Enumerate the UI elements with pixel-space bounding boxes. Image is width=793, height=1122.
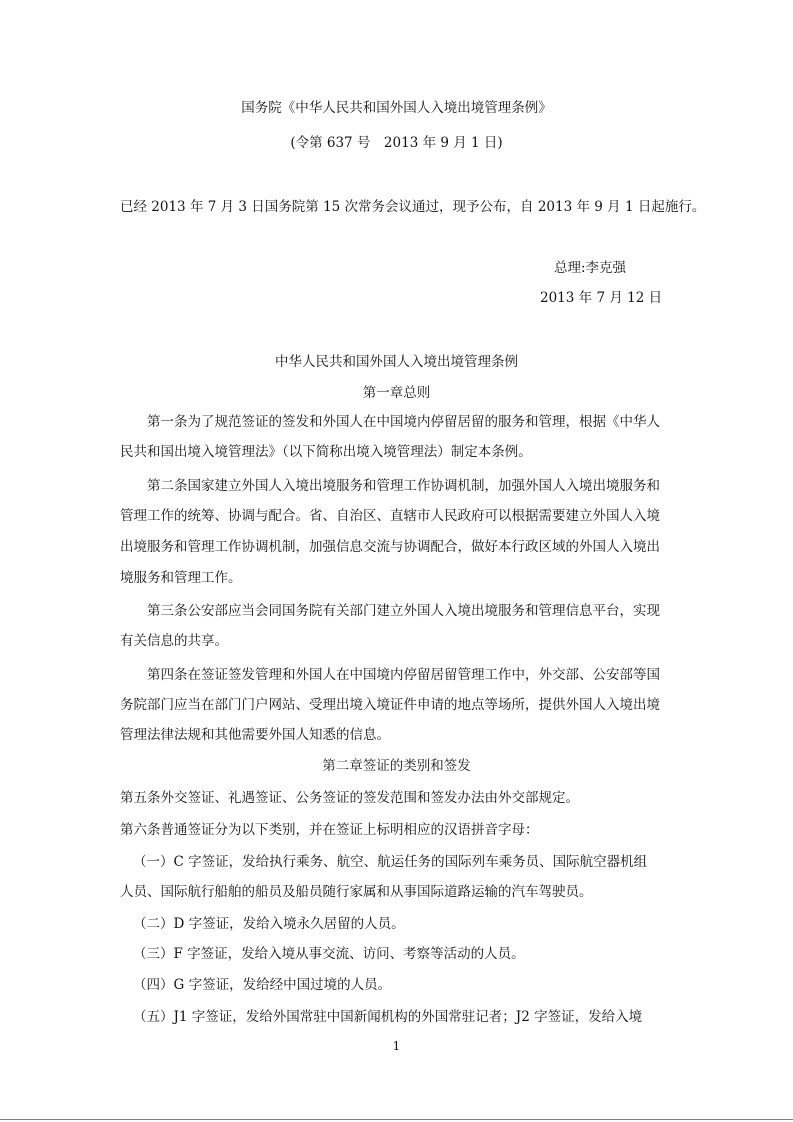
chapter-1-title: 第一章总则 (362, 385, 431, 401)
regulation-title: 中华人民共和国外国人入境出境管理条例 (275, 354, 518, 370)
article-1-line-2: 民共和国出境入境管理法》（以下简称出境入境管理法）制定本条例。 (120, 444, 532, 460)
promulgation-text: 已经 2013 年 7 月 3 日国务院第 15 次常务会议通过，现予公布，自 2013 年 9 月 1 日起施行。 (120, 199, 706, 215)
article-6-item-3: （三）F 字签证，发给入境从事交流、访问、考察等活动的人员。 (133, 946, 525, 962)
article-2-line-2: 管理工作的统筹、协调与配合。省、自治区、直辖市人民政府可以根据需要建立外国人入境 (120, 508, 660, 524)
signature-date: 2013 年 7 月 12 日 (540, 290, 663, 306)
article-2-line-3: 出境服务和管理工作协调机制，加强信息交流与协调配合，做好本行政区域的外国人入境出 (120, 539, 660, 555)
article-4-line-1: 第四条在签证签发管理和外国人在中国境内停留居留管理工作中，外交部、公安部等国 (147, 667, 660, 683)
article-6-item-4: （四）G 字签证，发给经中国过境的人员。 (133, 977, 392, 993)
article-5: 第五条外交签证、礼遇签证、公务签证的签发范围和签发办法由外交部规定。 (120, 790, 579, 806)
page-number: 1 (392, 1039, 401, 1053)
article-3-line-2: 有关信息的共享。 (120, 633, 228, 649)
article-6-item-1-line-2: 人员、国际航行船舶的船员及船员随行家属和从事国际道路运输的汽车驾驶员。 (120, 884, 593, 900)
article-2-line-1: 第二条国家建立外国人入境出境服务和管理工作协调机制，加强外国人入境出境服务和 (147, 478, 660, 494)
article-6-item-5-line-1: （五）J1 字签证，发给外国常驻中国新闻机构的外国常驻记者；J2 字签证，发给入境 (133, 1009, 643, 1025)
article-4-line-2: 务院部门应当在部门门户网站、受理出境入境证件申请的地点等场所，提供外国人入境出境 (120, 697, 660, 713)
page-bottom-divider (0, 1119, 793, 1120)
article-4-line-3: 管理法律法规和其他需要外国人知悉的信息。 (120, 727, 390, 743)
document-title: 国务院《中华人民共和国外国人入境出境管理条例》 (241, 100, 552, 116)
article-2-line-4: 境服务和管理工作。 (120, 570, 242, 586)
article-6-item-2: （二）D 字签证，发给入境永久居留的人员。 (133, 916, 405, 932)
article-6: 第六条普通签证分为以下类别，并在签证上标明相应的汉语拼音字母： (120, 822, 539, 838)
premier-signature: 总理:李克强 (554, 260, 627, 276)
chapter-2-title: 第二章签证的类别和签发 (322, 758, 471, 774)
order-number: (令第 637 号 2013 年 9 月 1 日) (290, 135, 503, 151)
article-1-line-1: 第一条为了规范签证的签发和外国人在中国境内停留居留的服务和管理，根据《中华人 (147, 414, 660, 430)
article-6-item-1-line-1: （一）C 字签证，发给执行乘务、航空、航运任务的国际列车乘务员、国际航空器机组 (133, 854, 648, 870)
article-3-line-1: 第三条公安部应当会同国务院有关部门建立外国人入境出境服务和管理信息平台，实现 (147, 603, 660, 619)
